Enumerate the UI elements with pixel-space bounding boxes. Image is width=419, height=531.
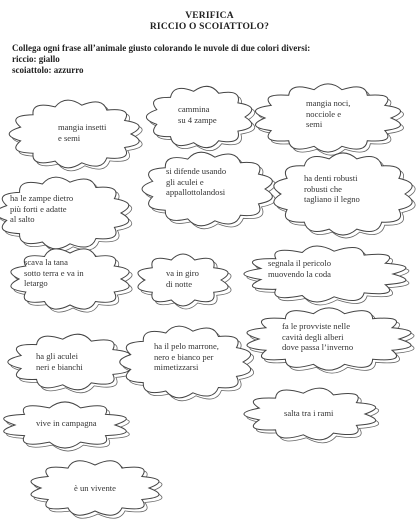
cloud-text <box>74 483 116 494</box>
cloud-text-line: letargo <box>24 278 48 288</box>
cloud-va-in-giro[interactable] <box>140 254 226 306</box>
worksheet-subtitle: RICCIO O SCOIATTOLO? <box>149 22 270 32</box>
cloud-text-line: mangia insetti <box>58 122 107 132</box>
cloud-text <box>282 321 353 353</box>
cloud-text-line: cavità degli alberi <box>282 331 344 342</box>
cloud-scava-la-tana[interactable] <box>14 248 126 310</box>
cloud-text <box>166 166 226 198</box>
cloud-text <box>304 173 360 205</box>
cloud-text <box>58 122 106 143</box>
cloud-text <box>178 104 217 125</box>
cloud-text-line: è un vivente <box>74 483 116 493</box>
cloud-text-line: neri e bianchi <box>36 361 83 372</box>
cloud-text-line: dove passa l’inverno <box>282 342 354 352</box>
cloud-vive-in-campagna[interactable] <box>10 402 120 448</box>
cloud-text-line: salta tra i rami <box>284 408 334 418</box>
cloud-text-line: nero e bianco per <box>154 351 214 362</box>
worksheet-title: VERIFICA <box>185 11 234 21</box>
cloud-text-line: semi <box>306 119 323 129</box>
cloud-cammina[interactable] <box>150 86 250 148</box>
cloud-text-line: ha gli aculei <box>36 351 78 361</box>
cloud-fa-le-provviste[interactable] <box>254 308 404 370</box>
cloud-text-line: al salto <box>10 214 35 224</box>
cloud-text-line: e semi <box>58 132 81 143</box>
cloud-text-line: si difende usando <box>166 166 227 176</box>
cloud-ha-denti-robusti[interactable] <box>276 153 410 235</box>
cloud-text-line: su 4 zampe <box>178 114 217 125</box>
cloud-text-line: fa le provviste nelle <box>282 321 351 331</box>
cloud-ha-le-zampe-dietro[interactable] <box>0 177 126 249</box>
instruction-text: Collega ogni frase all’animale giusto colorando le nuvole di due colori diversi: <box>12 43 311 53</box>
cloud-text-line: scava la tana <box>24 257 68 267</box>
cloud-text-line: ha le zampe dietro <box>10 193 74 203</box>
cloud-text-line: ha denti robusti <box>304 173 358 183</box>
color-key-scoiattolo: scoiattolo: azzurro <box>12 65 84 75</box>
cloud-text-line: di notte <box>166 278 193 289</box>
cloud-text-line: mimetizzarsi <box>154 362 199 372</box>
cloud-text-line: segnala il pericolo <box>268 258 331 268</box>
cloud-text <box>24 257 84 289</box>
cloud-text-line: più forti e adatte <box>10 203 67 214</box>
cloud-text-line: cammina <box>178 104 210 114</box>
cloud-salta-tra-i-rami[interactable] <box>252 388 370 440</box>
cloud-text <box>36 351 83 372</box>
cloud-e-un-vivente[interactable] <box>36 460 154 516</box>
cloud-text-line: robusti che <box>304 183 342 194</box>
cloud-text-line: vive in campagna <box>36 418 97 428</box>
cloud-text <box>154 341 219 373</box>
cloud-text-line: mangia noci, <box>306 98 351 108</box>
cloud-text-line: sotto terra e va in <box>24 267 84 278</box>
cloud-text <box>36 418 97 429</box>
cloud-text <box>268 258 331 279</box>
cloud-ha-il-pelo-marrone[interactable] <box>124 326 248 398</box>
cloud-ha-gli-aculei[interactable] <box>14 334 126 390</box>
cloud-text-line: appallottolandosi <box>166 187 226 197</box>
cloud-text <box>306 98 350 130</box>
cloud-text-line: gli aculei e <box>166 176 204 187</box>
cloud-text-line: va in giro <box>166 268 199 278</box>
color-key-riccio: riccio: giallo <box>12 54 60 64</box>
cloud-mangia-noci[interactable] <box>260 84 396 152</box>
cloud-text <box>10 193 73 225</box>
cloud-text-line: muovendo la coda <box>268 268 332 279</box>
cloud-text <box>166 268 199 289</box>
cloud-text-line: ha il pelo marrone, <box>154 341 219 351</box>
cloud-si-difende[interactable] <box>146 152 270 226</box>
cloud-text <box>284 408 333 419</box>
cloud-text-line: tagliano il legno <box>304 194 360 204</box>
cloud-text-line: nocciole e <box>306 108 342 119</box>
cloud-segnala-il-pericolo[interactable] <box>254 246 398 302</box>
cloud-mangia-insetti[interactable] <box>14 100 136 168</box>
